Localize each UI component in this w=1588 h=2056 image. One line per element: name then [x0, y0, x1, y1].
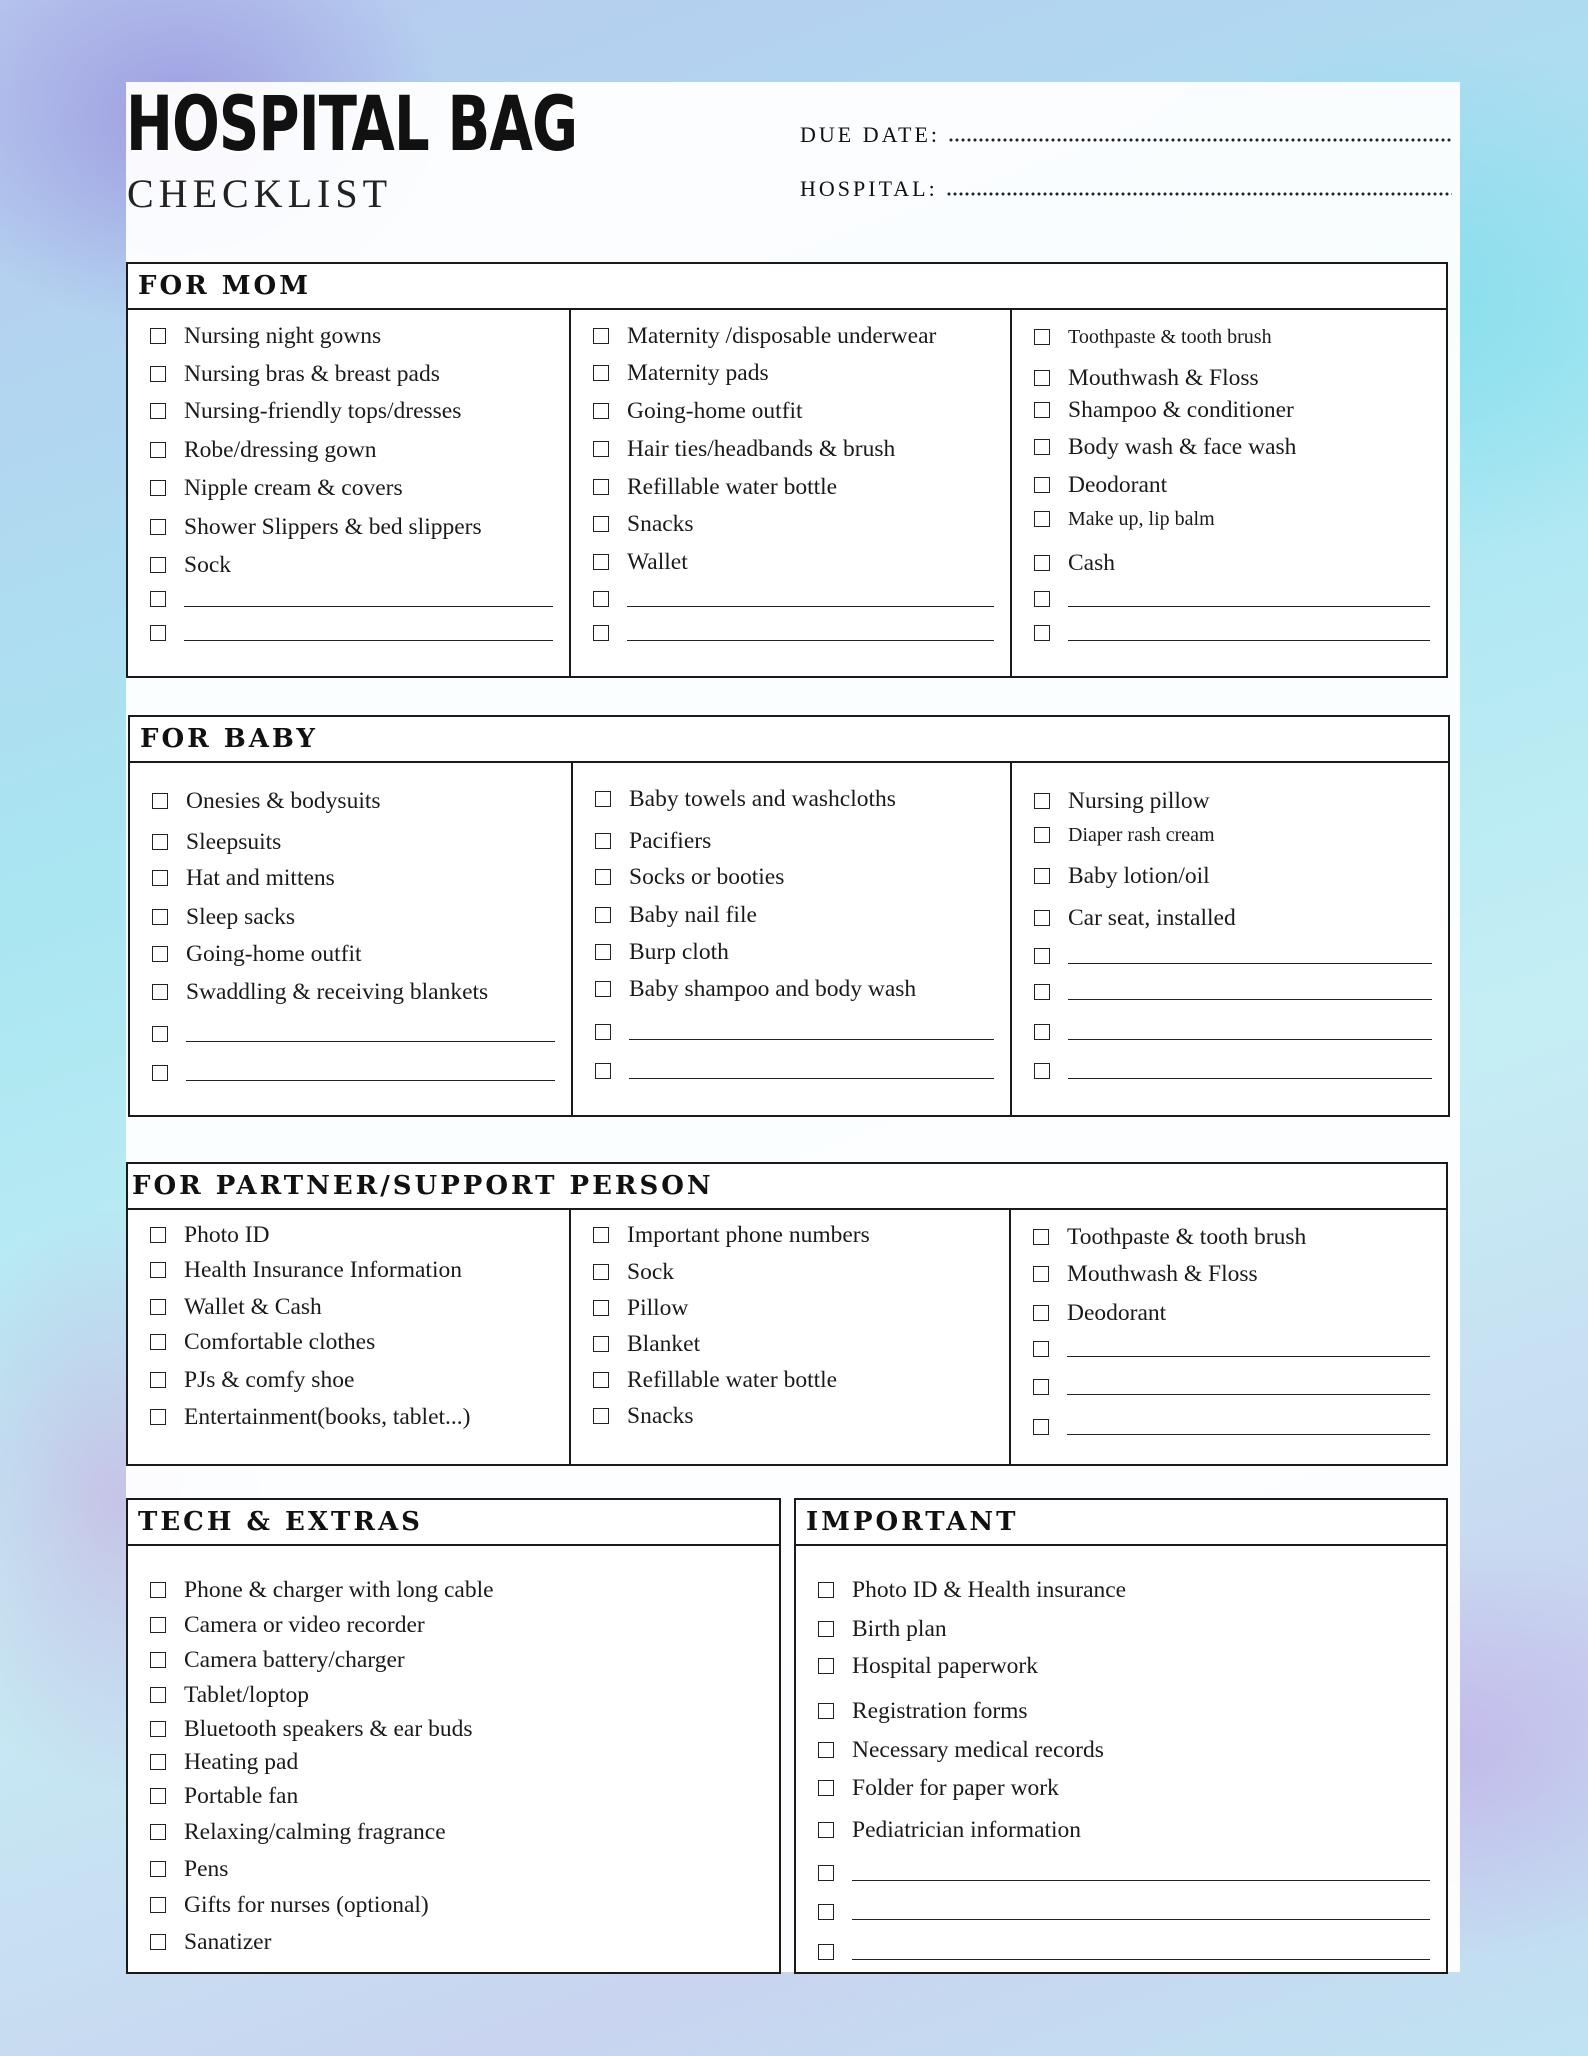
checkbox[interactable]	[1033, 1305, 1049, 1321]
checklist-item-label: Deodorant	[1067, 1299, 1167, 1326]
checkbox[interactable]	[150, 1262, 166, 1278]
partner-column-2	[569, 1210, 1009, 1464]
write-in-line[interactable]	[852, 1919, 1430, 1920]
write-in-line[interactable]	[1068, 1039, 1432, 1040]
checklist-item[interactable]	[595, 782, 994, 816]
blank-checklist-item[interactable]	[1034, 1054, 1432, 1088]
checklist-item-label: Tablet/loptop	[184, 1681, 309, 1708]
checklist-item-label: Deodorant	[1068, 471, 1168, 498]
checkbox[interactable]	[150, 557, 166, 573]
checkbox[interactable]	[595, 907, 611, 923]
checklist-item-label: Sock	[184, 551, 231, 578]
blank-checklist-item[interactable]	[818, 1935, 1430, 1969]
checklist-item[interactable]	[150, 1400, 553, 1434]
checklist-item-label: Camera battery/charger	[184, 1646, 405, 1673]
section-for-mom	[126, 262, 1448, 678]
checkbox[interactable]	[150, 442, 166, 458]
checklist-item[interactable]	[1034, 546, 1430, 580]
checkbox[interactable]	[593, 591, 609, 607]
checklist-item[interactable]	[1034, 901, 1432, 935]
checklist-item-label: Nursing night gowns	[184, 322, 382, 349]
baby-column-3	[1010, 763, 1448, 1115]
checklist-item[interactable]	[152, 900, 555, 934]
checkbox[interactable]	[150, 519, 166, 535]
checklist-item[interactable]	[1034, 859, 1432, 893]
checklist-item[interactable]	[818, 1612, 1430, 1646]
section-tech-extras	[126, 1498, 781, 1974]
write-in-line[interactable]	[1067, 1394, 1430, 1395]
checkbox[interactable]	[1034, 910, 1050, 926]
checklist-item-label: Going-home outfit	[186, 940, 362, 967]
blank-checklist-item[interactable]	[1033, 1410, 1430, 1444]
checklist-item-label: Baby shampoo and body wash	[629, 975, 917, 1002]
checklist-item-label: Hat and mittens	[186, 864, 335, 891]
checklist-item[interactable]	[150, 1678, 763, 1712]
write-in-line[interactable]	[1068, 640, 1430, 641]
checkbox[interactable]	[593, 516, 609, 532]
checkbox[interactable]	[1033, 1341, 1049, 1357]
checklist-item[interactable]	[818, 1649, 1430, 1683]
checklist-item-label: Baby towels and washcloths	[629, 785, 896, 812]
section-title: FOR MOM	[128, 264, 1446, 310]
checkbox[interactable]	[818, 1944, 834, 1960]
checkbox[interactable]	[150, 1897, 166, 1913]
checklist-item[interactable]	[593, 432, 994, 466]
checklist-item-label: Comfortable clothes	[184, 1328, 376, 1355]
checkbox[interactable]	[150, 1861, 166, 1877]
checkbox[interactable]	[593, 625, 609, 641]
checkbox[interactable]	[1034, 370, 1050, 386]
checkbox[interactable]	[593, 1264, 609, 1280]
checkbox[interactable]	[1034, 511, 1050, 527]
checkbox[interactable]	[150, 625, 166, 641]
checkbox[interactable]	[150, 1824, 166, 1840]
checklist-item[interactable]	[1034, 430, 1430, 464]
checkbox[interactable]	[1034, 591, 1050, 607]
write-in-line[interactable]	[1068, 1078, 1432, 1079]
checkbox[interactable]	[150, 1299, 166, 1315]
checklist-item[interactable]	[1034, 818, 1432, 852]
checklist-item-label: Hair ties/headbands & brush	[627, 435, 896, 462]
checklist-item-label: Burp cloth	[629, 938, 729, 965]
mom-column-2	[569, 310, 1010, 676]
checklist-item-label: Necessary medical records	[852, 1736, 1104, 1763]
checklist-item-label: Portable fan	[184, 1782, 299, 1809]
mom-column-3	[1010, 310, 1446, 676]
partner-column-1	[128, 1210, 569, 1464]
checkbox[interactable]	[593, 1408, 609, 1424]
blank-checklist-item[interactable]	[593, 616, 994, 650]
checklist-item[interactable]	[150, 1925, 763, 1959]
checkbox[interactable]	[593, 554, 609, 570]
checkbox[interactable]	[593, 441, 609, 457]
checklist-item-label: Camera or video recorder	[184, 1611, 425, 1638]
checklist-item[interactable]	[595, 972, 994, 1006]
checklist-item[interactable]	[152, 825, 555, 859]
blank-checklist-item[interactable]	[1034, 939, 1432, 973]
write-in-line[interactable]	[629, 1078, 994, 1079]
checkbox[interactable]	[1034, 625, 1050, 641]
checkbox[interactable]	[818, 1865, 834, 1881]
checklist-item-label: Car seat, installed	[1068, 904, 1236, 931]
checkbox[interactable]	[1034, 555, 1050, 571]
checklist-item-label: Photo ID	[184, 1221, 270, 1248]
checklist-item[interactable]	[593, 507, 994, 541]
checklist-item-label: Nipple cream & covers	[184, 474, 403, 501]
checklist-item[interactable]	[818, 1733, 1430, 1767]
checkbox[interactable]	[150, 1652, 166, 1668]
checklist-item-label: Nursing-friendly tops/dresses	[184, 397, 462, 424]
checklist-item[interactable]	[150, 1290, 553, 1324]
checklist-item-label: Snacks	[627, 1402, 694, 1429]
checklist-item[interactable]	[150, 1643, 763, 1677]
checklist-item[interactable]	[152, 975, 555, 1009]
page-subtitle: CHECKLIST	[127, 171, 392, 216]
checkbox[interactable]	[595, 1063, 611, 1079]
checklist-item[interactable]	[1034, 393, 1430, 427]
checklist-item[interactable]	[150, 1745, 763, 1779]
checklist-item[interactable]	[593, 1291, 993, 1325]
checkbox[interactable]	[150, 1582, 166, 1598]
checklist-item[interactable]	[595, 898, 994, 932]
checklist-item-label: Nursing bras & breast pads	[184, 360, 440, 387]
write-in-line[interactable]	[1068, 999, 1432, 1000]
checklist-item-label: Phone & charger with long cable	[184, 1576, 494, 1603]
checklist-item-label: Gifts for nurses (optional)	[184, 1891, 429, 1918]
checklist-item[interactable]	[818, 1813, 1430, 1847]
checklist-item-label: Maternity /disposable underwear	[627, 322, 937, 349]
tech-column	[128, 1546, 779, 1972]
checklist-item[interactable]	[152, 861, 555, 895]
checkbox[interactable]	[150, 403, 166, 419]
section-title: IMPORTANT	[796, 1500, 1446, 1546]
checklist-item-label: Make up, lip balm	[1068, 507, 1215, 530]
checklist-item-label: Wallet & Cash	[184, 1293, 322, 1320]
checklist-item[interactable]	[150, 1573, 763, 1607]
checklist-item[interactable]	[595, 860, 994, 894]
write-in-line[interactable]	[1068, 963, 1432, 964]
checklist-item[interactable]	[593, 1399, 993, 1433]
checkbox[interactable]	[1034, 402, 1050, 418]
checklist-item[interactable]	[818, 1694, 1430, 1728]
checklist-item-label: Mouthwash & Floss	[1067, 1260, 1258, 1287]
checklist-item-label: Body wash & face wash	[1068, 433, 1297, 460]
checklist-item-label: Health Insurance Information	[184, 1256, 462, 1283]
checklist-item[interactable]	[150, 1712, 763, 1746]
checkbox[interactable]	[1034, 329, 1050, 345]
checklist-item-label: Shampoo & conditioner	[1068, 396, 1294, 423]
checklist-item-label: Cash	[1068, 549, 1115, 576]
blank-checklist-item[interactable]	[1034, 616, 1430, 650]
checkbox[interactable]	[1034, 948, 1050, 964]
checklist-item[interactable]	[593, 394, 994, 428]
checklist-item[interactable]	[150, 1779, 763, 1813]
checklist-item[interactable]	[1034, 502, 1430, 536]
checkbox[interactable]	[150, 1409, 166, 1425]
checkbox[interactable]	[593, 479, 609, 495]
checkbox[interactable]	[150, 1721, 166, 1737]
checklist-item-label: Swaddling & receiving blankets	[186, 978, 489, 1005]
checklist-item-label: Important phone numbers	[627, 1221, 870, 1248]
checkbox[interactable]	[1034, 827, 1050, 843]
section-title: TECH & EXTRAS	[128, 1500, 779, 1546]
checklist-item-label: Sleep sacks	[186, 903, 295, 930]
checklist-item-label: Blanket	[627, 1330, 701, 1357]
checklist-item-label: Toothpaste & tooth brush	[1068, 325, 1272, 348]
checklist-item[interactable]	[150, 319, 553, 353]
checkbox[interactable]	[818, 1582, 834, 1598]
checkbox[interactable]	[593, 328, 609, 344]
due-date-label: DUE DATE:	[800, 122, 941, 147]
checklist-item[interactable]	[150, 510, 553, 544]
checkbox[interactable]	[1034, 984, 1050, 1000]
checkbox[interactable]	[150, 1334, 166, 1350]
checklist-item[interactable]	[1033, 1257, 1430, 1291]
checkbox[interactable]	[818, 1822, 834, 1838]
blank-checklist-item[interactable]	[1033, 1332, 1430, 1366]
checkbox[interactable]	[150, 366, 166, 382]
checkbox[interactable]	[152, 984, 168, 1000]
checkbox[interactable]	[593, 1336, 609, 1352]
blank-checklist-item[interactable]	[152, 1056, 555, 1090]
checkbox[interactable]	[152, 909, 168, 925]
checkbox[interactable]	[1034, 793, 1050, 809]
write-in-line[interactable]	[1068, 606, 1430, 607]
blank-checklist-item[interactable]	[818, 1895, 1430, 1929]
checklist-item-label: Sanatizer	[184, 1928, 272, 1955]
checklist-item-label: Toothpaste & tooth brush	[1067, 1223, 1307, 1250]
checklist-item[interactable]	[593, 1363, 993, 1397]
checkbox[interactable]	[152, 946, 168, 962]
checklist-item-label: Maternity pads	[627, 359, 769, 386]
checkbox[interactable]	[152, 870, 168, 886]
checkbox[interactable]	[152, 1065, 168, 1081]
checklist-item-label: Registration forms	[852, 1697, 1028, 1724]
checklist-item-label: Photo ID & Health insurance	[852, 1576, 1127, 1603]
write-in-line[interactable]	[852, 1959, 1430, 1960]
checkbox[interactable]	[150, 1617, 166, 1633]
write-in-line[interactable]	[852, 1880, 1430, 1881]
checklist-item-label: Pacifiers	[629, 827, 712, 854]
checkbox[interactable]	[593, 1300, 609, 1316]
blank-checklist-item[interactable]	[1034, 582, 1430, 616]
checkbox[interactable]	[818, 1742, 834, 1758]
page-title: HOSPITAL BAG	[126, 79, 578, 168]
checklist-item[interactable]	[150, 1363, 553, 1397]
checkbox[interactable]	[1034, 477, 1050, 493]
checkbox[interactable]	[150, 1788, 166, 1804]
checkbox[interactable]	[593, 365, 609, 381]
checklist-item[interactable]	[150, 1218, 553, 1252]
checklist-item[interactable]	[150, 1325, 553, 1359]
checkbox[interactable]	[150, 1687, 166, 1703]
mom-column-1	[128, 310, 569, 676]
checkbox[interactable]	[818, 1658, 834, 1674]
checklist-item-label: Heating pad	[184, 1748, 299, 1775]
blank-checklist-item[interactable]	[150, 582, 553, 616]
checklist-item[interactable]	[150, 433, 553, 467]
checklist-item[interactable]	[818, 1771, 1430, 1805]
checklist-item-label: Socks or booties	[629, 863, 785, 890]
checklist-item[interactable]	[595, 935, 994, 969]
due-date-row	[800, 122, 1452, 148]
checklist-item-label: Shower Slippers & bed slippers	[184, 513, 482, 540]
important-column	[796, 1546, 1446, 1972]
checklist-item-label: Mouthwash & Floss	[1068, 364, 1259, 391]
checklist-item[interactable]	[150, 1815, 763, 1849]
checklist-item[interactable]	[150, 1608, 763, 1642]
blank-checklist-item[interactable]	[595, 1054, 994, 1088]
blank-checklist-item[interactable]	[150, 616, 553, 650]
checklist-item-label: Going-home outfit	[627, 397, 803, 424]
checklist-item-label: Relaxing/calming fragrance	[184, 1818, 446, 1845]
checklist-item[interactable]	[593, 356, 994, 390]
checklist-item[interactable]	[1034, 361, 1430, 395]
blank-checklist-item[interactable]	[593, 582, 994, 616]
checkbox[interactable]	[595, 791, 611, 807]
write-in-line[interactable]	[1067, 1356, 1430, 1357]
checkbox[interactable]	[150, 591, 166, 607]
checkbox[interactable]	[152, 793, 168, 809]
checklist-item[interactable]	[150, 1852, 763, 1886]
checkbox[interactable]	[595, 981, 611, 997]
checklist-item[interactable]	[1033, 1220, 1430, 1254]
checklist-item[interactable]	[150, 471, 553, 505]
write-in-line[interactable]	[627, 606, 994, 607]
checklist-item[interactable]	[150, 1888, 763, 1922]
checkbox[interactable]	[595, 944, 611, 960]
checkbox[interactable]	[595, 1024, 611, 1040]
write-in-line[interactable]	[1067, 1434, 1430, 1435]
checklist-item[interactable]	[593, 1255, 993, 1289]
checklist-item[interactable]	[150, 357, 553, 391]
checklist-item[interactable]	[595, 824, 994, 858]
checkbox[interactable]	[152, 1026, 168, 1042]
checklist-item-label: Sock	[627, 1258, 674, 1285]
checklist-item-label: Robe/dressing gown	[184, 436, 377, 463]
checkbox[interactable]	[818, 1703, 834, 1719]
checklist-item[interactable]	[593, 1218, 993, 1252]
checklist-item[interactable]	[1034, 320, 1430, 354]
checklist-item-label: Refillable water bottle	[627, 473, 838, 500]
checklist-item-label: Folder for paper work	[852, 1774, 1059, 1801]
checklist-item-label: Bluetooth speakers & ear buds	[184, 1715, 473, 1742]
checkbox[interactable]	[150, 1754, 166, 1770]
write-in-line[interactable]	[629, 1039, 994, 1040]
blank-checklist-item[interactable]	[1034, 975, 1432, 1009]
checklist-item-label: Pillow	[627, 1294, 689, 1321]
checklist-item[interactable]	[593, 545, 994, 579]
write-in-line[interactable]	[184, 606, 553, 607]
checkbox[interactable]	[1033, 1229, 1049, 1245]
checklist-item-label: Birth plan	[852, 1615, 947, 1642]
blank-checklist-item[interactable]	[152, 1017, 555, 1051]
checklist-item-label: PJs & comfy shoe	[184, 1366, 355, 1393]
partner-column-3	[1009, 1210, 1446, 1464]
checklist-item-label: Nursing pillow	[1068, 787, 1210, 814]
checkbox[interactable]	[818, 1621, 834, 1637]
checkbox[interactable]	[150, 480, 166, 496]
checkbox[interactable]	[818, 1780, 834, 1796]
checklist-item[interactable]	[1034, 468, 1430, 502]
checklist-item-label: Entertainment(books, tablet...)	[184, 1403, 471, 1430]
hospital-field[interactable]	[946, 190, 1452, 198]
checkbox[interactable]	[1033, 1266, 1049, 1282]
checklist-item-label: Refillable water bottle	[627, 1366, 838, 1393]
blank-checklist-item[interactable]	[595, 1015, 994, 1049]
blank-checklist-item[interactable]	[1033, 1370, 1430, 1404]
write-in-line[interactable]	[627, 640, 994, 641]
checklist-item-label: Pens	[184, 1855, 229, 1882]
checkbox[interactable]	[150, 1934, 166, 1950]
checkbox[interactable]	[1034, 439, 1050, 455]
checklist-item-label: Snacks	[627, 510, 694, 537]
checklist-item[interactable]	[593, 319, 994, 353]
write-in-line[interactable]	[186, 1080, 555, 1081]
checklist-item[interactable]	[1033, 1296, 1430, 1330]
checklist-item-label: Pediatrician information	[852, 1816, 1082, 1843]
checklist-item[interactable]	[150, 1253, 553, 1287]
checkbox[interactable]	[1034, 1024, 1050, 1040]
checkbox[interactable]	[150, 1227, 166, 1243]
section-title: FOR BABY	[130, 717, 1448, 763]
checkbox[interactable]	[593, 403, 609, 419]
hospital-row	[800, 176, 1452, 202]
section-title: FOR PARTNER/SUPPORT PERSON	[128, 1164, 1446, 1210]
baby-column-1	[130, 763, 571, 1115]
checklist-item[interactable]	[818, 1573, 1430, 1607]
blank-checklist-item[interactable]	[818, 1856, 1430, 1890]
checkbox[interactable]	[593, 1227, 609, 1243]
checkbox[interactable]	[150, 1372, 166, 1388]
checkbox[interactable]	[1034, 1063, 1050, 1079]
checklist-item[interactable]	[150, 548, 553, 582]
blank-checklist-item[interactable]	[1034, 1015, 1432, 1049]
checkbox[interactable]	[1033, 1419, 1049, 1435]
due-date-field[interactable]	[948, 136, 1452, 144]
checklist-item-label: Onesies & bodysuits	[186, 787, 381, 814]
checkbox[interactable]	[1034, 868, 1050, 884]
checkbox[interactable]	[150, 328, 166, 344]
checklist-item[interactable]	[593, 1327, 993, 1361]
checkbox[interactable]	[595, 833, 611, 849]
checkbox[interactable]	[1033, 1379, 1049, 1395]
write-in-line[interactable]	[184, 640, 553, 641]
checklist-item-label: Diaper rash cream	[1068, 823, 1215, 846]
checklist-item[interactable]	[593, 470, 994, 504]
write-in-line[interactable]	[186, 1041, 555, 1042]
checklist-item-label: Wallet	[627, 548, 688, 575]
checkbox[interactable]	[593, 1372, 609, 1388]
section-important	[794, 1498, 1448, 1974]
checklist-item[interactable]	[152, 784, 555, 818]
checklist-item[interactable]	[1034, 784, 1432, 818]
checkbox[interactable]	[595, 869, 611, 885]
checklist-item-label: Sleepsuits	[186, 828, 282, 855]
baby-column-2	[571, 763, 1010, 1115]
checklist-item[interactable]	[152, 937, 555, 971]
checklist-item[interactable]	[150, 394, 553, 428]
checkbox[interactable]	[818, 1904, 834, 1920]
section-for-baby	[128, 715, 1450, 1117]
checklist-item-label: Baby lotion/oil	[1068, 862, 1210, 889]
section-for-partner	[126, 1162, 1448, 1466]
checklist-item-label: Baby nail file	[629, 901, 757, 928]
checklist-item-label: Hospital paperwork	[852, 1652, 1038, 1679]
checkbox[interactable]	[152, 834, 168, 850]
hospital-label: HOSPITAL:	[800, 176, 938, 201]
